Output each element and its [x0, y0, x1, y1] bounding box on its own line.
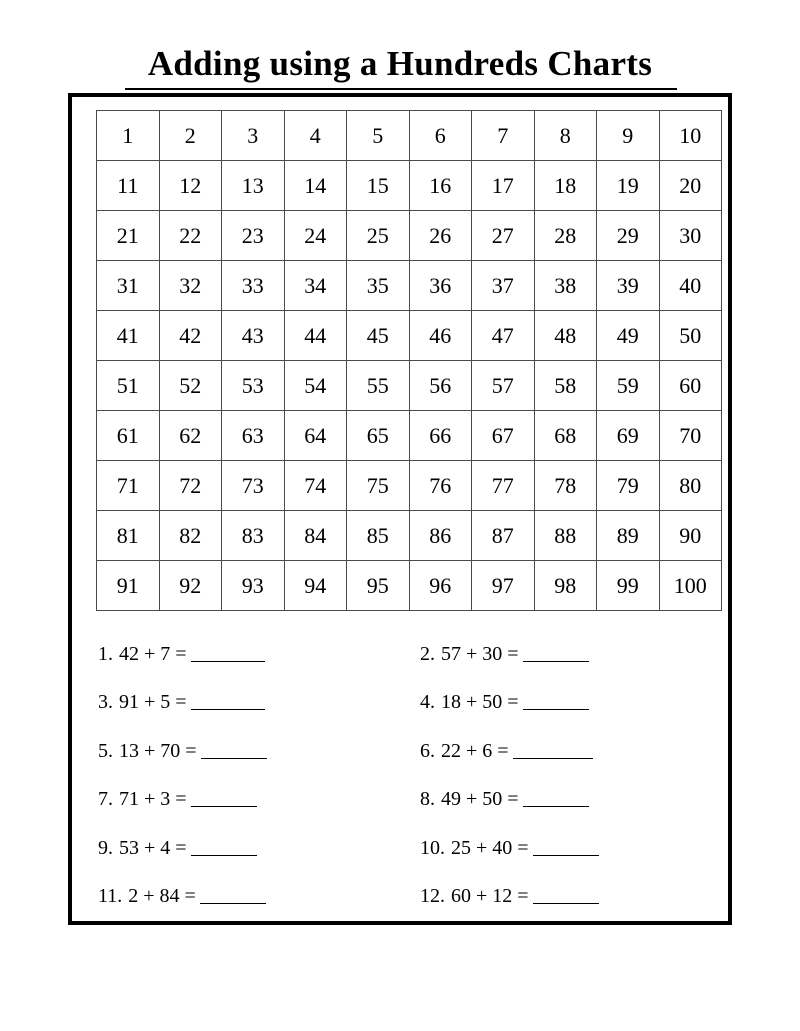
problem-number: 3.	[98, 691, 113, 714]
problem-expression: 13 + 70 =	[119, 739, 197, 762]
chart-cell: 98	[534, 561, 597, 611]
chart-cell: 36	[409, 261, 472, 311]
chart-cell: 34	[284, 261, 347, 311]
chart-cell: 61	[97, 411, 160, 461]
chart-cell: 23	[222, 211, 285, 261]
answer-blank[interactable]	[523, 647, 589, 662]
chart-cell: 73	[222, 461, 285, 511]
chart-cell: 75	[347, 461, 410, 511]
chart-cell: 40	[659, 261, 722, 311]
problem-item	[420, 679, 750, 728]
chart-cell: 58	[534, 361, 597, 411]
chart-cell: 66	[409, 411, 472, 461]
chart-cell: 85	[347, 511, 410, 561]
chart-cell: 44	[284, 311, 347, 361]
chart-cell: 30	[659, 211, 722, 261]
chart-cell: 62	[159, 411, 222, 461]
problem-item	[98, 824, 428, 873]
chart-cell: 26	[409, 211, 472, 261]
chart-cell: 41	[97, 311, 160, 361]
problem-item	[420, 824, 750, 873]
problems-section	[68, 630, 732, 920]
chart-cell: 17	[472, 161, 535, 211]
chart-cell: 9	[597, 111, 660, 161]
chart-cell: 38	[534, 261, 597, 311]
title-underline	[125, 88, 677, 90]
chart-cell: 94	[284, 561, 347, 611]
chart-cell: 31	[97, 261, 160, 311]
chart-cell: 100	[659, 561, 722, 611]
hundreds-chart	[96, 110, 722, 611]
table-row	[97, 211, 722, 261]
chart-cell: 70	[659, 411, 722, 461]
problem-number: 9.	[98, 836, 113, 859]
problem-expression: 53 + 4 =	[119, 836, 187, 859]
answer-blank[interactable]	[191, 792, 257, 807]
table-row	[97, 561, 722, 611]
problem-item	[98, 630, 428, 679]
chart-cell: 19	[597, 161, 660, 211]
chart-cell: 74	[284, 461, 347, 511]
problem-number: 11.	[98, 885, 123, 908]
chart-cell: 22	[159, 211, 222, 261]
problem-number: 2.	[420, 642, 435, 665]
chart-cell: 53	[222, 361, 285, 411]
chart-cell: 69	[597, 411, 660, 461]
answer-blank[interactable]	[523, 695, 589, 710]
chart-cell: 68	[534, 411, 597, 461]
chart-cell: 13	[222, 161, 285, 211]
chart-cell: 8	[534, 111, 597, 161]
problem-expression: 18 + 50 =	[441, 691, 519, 714]
table-row	[97, 361, 722, 411]
answer-blank[interactable]	[200, 889, 266, 904]
chart-cell: 54	[284, 361, 347, 411]
chart-cell: 93	[222, 561, 285, 611]
chart-cell: 33	[222, 261, 285, 311]
chart-cell: 92	[159, 561, 222, 611]
chart-cell: 64	[284, 411, 347, 461]
table-row	[97, 261, 722, 311]
problem-number: 12.	[420, 885, 445, 908]
chart-cell: 21	[97, 211, 160, 261]
problems-column-left	[98, 630, 428, 921]
chart-cell: 28	[534, 211, 597, 261]
chart-cell: 37	[472, 261, 535, 311]
chart-cell: 24	[284, 211, 347, 261]
chart-cell: 76	[409, 461, 472, 511]
chart-cell: 50	[659, 311, 722, 361]
chart-cell: 67	[472, 411, 535, 461]
chart-cell: 42	[159, 311, 222, 361]
problem-item	[420, 873, 750, 922]
problem-number: 8.	[420, 788, 435, 811]
chart-cell: 78	[534, 461, 597, 511]
chart-cell: 88	[534, 511, 597, 561]
problem-item	[420, 727, 750, 776]
chart-cell: 27	[472, 211, 535, 261]
problem-expression: 2 + 84 =	[128, 885, 196, 908]
chart-cell: 18	[534, 161, 597, 211]
problem-number: 7.	[98, 788, 113, 811]
chart-cell: 3	[222, 111, 285, 161]
chart-cell: 99	[597, 561, 660, 611]
chart-cell: 6	[409, 111, 472, 161]
chart-cell: 90	[659, 511, 722, 561]
answer-blank[interactable]	[513, 744, 593, 759]
chart-cell: 87	[472, 511, 535, 561]
answer-blank[interactable]	[191, 841, 257, 856]
chart-cell: 39	[597, 261, 660, 311]
problem-expression: 71 + 3 =	[119, 788, 187, 811]
problem-item	[420, 630, 750, 679]
table-row	[97, 311, 722, 361]
chart-cell: 79	[597, 461, 660, 511]
chart-cell: 81	[97, 511, 160, 561]
chart-cell: 5	[347, 111, 410, 161]
problem-expression: 22 + 6 =	[441, 739, 509, 762]
table-row	[97, 161, 722, 211]
problem-item	[420, 776, 750, 825]
chart-cell: 49	[597, 311, 660, 361]
chart-cell: 46	[409, 311, 472, 361]
chart-cell: 7	[472, 111, 535, 161]
chart-cell: 57	[472, 361, 535, 411]
chart-cell: 10	[659, 111, 722, 161]
chart-cell: 1	[97, 111, 160, 161]
chart-cell: 16	[409, 161, 472, 211]
chart-cell: 29	[597, 211, 660, 261]
chart-cell: 15	[347, 161, 410, 211]
problem-item	[98, 873, 428, 922]
chart-cell: 32	[159, 261, 222, 311]
answer-blank[interactable]	[533, 841, 599, 856]
table-row	[97, 111, 722, 161]
problem-item	[98, 679, 428, 728]
problem-expression: 91 + 5 =	[119, 691, 187, 714]
chart-cell: 55	[347, 361, 410, 411]
chart-cell: 4	[284, 111, 347, 161]
answer-blank[interactable]	[201, 744, 267, 759]
chart-cell: 48	[534, 311, 597, 361]
chart-cell: 72	[159, 461, 222, 511]
problem-number: 4.	[420, 691, 435, 714]
chart-cell: 71	[97, 461, 160, 511]
answer-blank[interactable]	[191, 695, 265, 710]
chart-cell: 91	[97, 561, 160, 611]
chart-cell: 51	[97, 361, 160, 411]
answer-blank[interactable]	[191, 647, 265, 662]
chart-cell: 14	[284, 161, 347, 211]
chart-cell: 47	[472, 311, 535, 361]
chart-cell: 84	[284, 511, 347, 561]
chart-cell: 52	[159, 361, 222, 411]
problem-number: 5.	[98, 739, 113, 762]
answer-blank[interactable]	[533, 889, 599, 904]
chart-cell: 89	[597, 511, 660, 561]
problem-item	[98, 727, 428, 776]
chart-cell: 35	[347, 261, 410, 311]
chart-cell: 43	[222, 311, 285, 361]
chart-cell: 80	[659, 461, 722, 511]
problem-expression: 25 + 40 =	[451, 836, 529, 859]
table-row	[97, 461, 722, 511]
chart-cell: 77	[472, 461, 535, 511]
problem-expression: 42 + 7 =	[119, 642, 187, 665]
chart-cell: 95	[347, 561, 410, 611]
chart-cell: 2	[159, 111, 222, 161]
chart-cell: 96	[409, 561, 472, 611]
problem-expression: 60 + 12 =	[451, 885, 529, 908]
chart-cell: 60	[659, 361, 722, 411]
problem-number: 10.	[420, 836, 445, 859]
chart-cell: 65	[347, 411, 410, 461]
chart-cell: 12	[159, 161, 222, 211]
problem-expression: 57 + 30 =	[441, 642, 519, 665]
problem-number: 1.	[98, 642, 113, 665]
chart-cell: 97	[472, 561, 535, 611]
chart-cell: 86	[409, 511, 472, 561]
problem-item	[98, 776, 428, 825]
chart-cell: 20	[659, 161, 722, 211]
problem-expression: 49 + 50 =	[441, 788, 519, 811]
chart-cell: 82	[159, 511, 222, 561]
table-row	[97, 511, 722, 561]
chart-cell: 45	[347, 311, 410, 361]
chart-cell: 25	[347, 211, 410, 261]
page-title: Adding using a Hundreds Charts	[147, 44, 653, 83]
chart-cell: 11	[97, 161, 160, 211]
problem-number: 6.	[420, 739, 435, 762]
problems-column-right	[420, 630, 750, 921]
answer-blank[interactable]	[523, 792, 589, 807]
table-row	[97, 411, 722, 461]
chart-cell: 56	[409, 361, 472, 411]
chart-cell: 83	[222, 511, 285, 561]
chart-cell: 59	[597, 361, 660, 411]
chart-cell: 63	[222, 411, 285, 461]
